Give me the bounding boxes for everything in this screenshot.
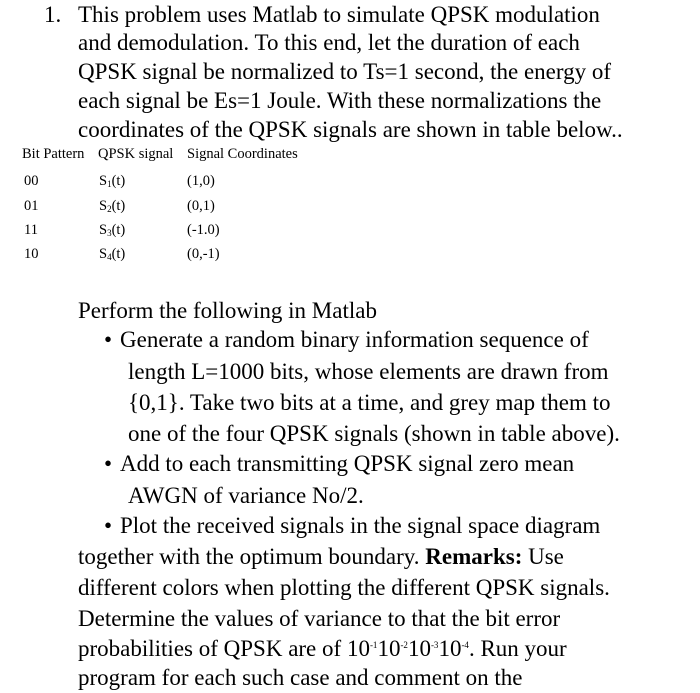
table-cell-signal: $S_2(t)$ <box>99 198 126 214</box>
text-line: different colors when plotting the different QPSK signals. <box>78 575 610 600</box>
table-cell-bits: 00 <box>24 173 39 189</box>
table-header-bit-pattern: Bit Pattern <box>22 146 85 162</box>
remarks-line: together with the optimum boundary. Remarks: Use <box>78 544 564 569</box>
bullet-icon: • <box>104 451 113 476</box>
table-header-qpsk-signal: QPSK signal <box>98 146 174 162</box>
intro-line: each signal be Es=1 Joule. With these normalizations the <box>78 88 602 113</box>
problem-number: 1. <box>44 2 62 27</box>
table-cell-signal: $S_4(t)$ <box>99 246 126 262</box>
table-cell-coordinates: (-1.0) <box>187 222 220 238</box>
intro-line: QPSK signal be normalized to Ts=1 second, the energy of <box>78 59 612 84</box>
table-cell-bits: 10 <box>24 246 39 262</box>
table-cell-coordinates: (1,0) <box>187 173 215 189</box>
table-header-signal-coordinates: Signal Coordinates <box>187 146 298 162</box>
bullet-line: one of the four QPSK signals (shown in table above). <box>128 421 620 446</box>
table-cell-coordinates: (0,-1) <box>187 246 220 262</box>
probability-line: probabilities of QPSK are of $10^{-1}10^{-2}10^{-3}10^{-4}$. Run your <box>78 636 567 661</box>
table-cell-coordinates: (0,1) <box>187 198 215 214</box>
table-cell-bits: 11 <box>24 222 38 238</box>
bullet-line: Add to each transmitting QPSK signal zero mean <box>120 451 575 476</box>
intro-line: This problem uses Matlab to simulate QPSK modulation <box>78 2 600 27</box>
intro-line: and demodulation. To this end, let the duration of each <box>78 30 580 55</box>
remarks-label: Remarks: <box>425 544 523 569</box>
text-line: Determine the values of variance to that the bit error <box>78 606 561 631</box>
intro-line: coordinates of the QPSK signals are shown in table below.. <box>78 117 623 142</box>
bullet-line: length L=1000 bits, whose elements are drawn from <box>128 359 609 384</box>
bullet-line: Generate a random binary information sequence of <box>120 327 589 352</box>
task-heading: Perform the following in Matlab <box>78 298 377 323</box>
bullet-line: AWGN of variance No/2. <box>128 483 364 508</box>
bullet-icon: • <box>104 327 113 352</box>
table-cell-bits: 01 <box>24 198 39 214</box>
table-cell-signal: $S_3(t)$ <box>99 222 126 238</box>
bullet-line: Plot the received signals in the signal space diagram <box>120 513 601 538</box>
text-line: program for each such case and comment on the <box>78 665 523 690</box>
table-cell-signal: $S_1(t)$ <box>99 173 126 189</box>
bullet-icon: • <box>104 513 113 538</box>
bullet-line: {0,1}. Take two bits at a time, and grey map them to <box>128 390 611 415</box>
